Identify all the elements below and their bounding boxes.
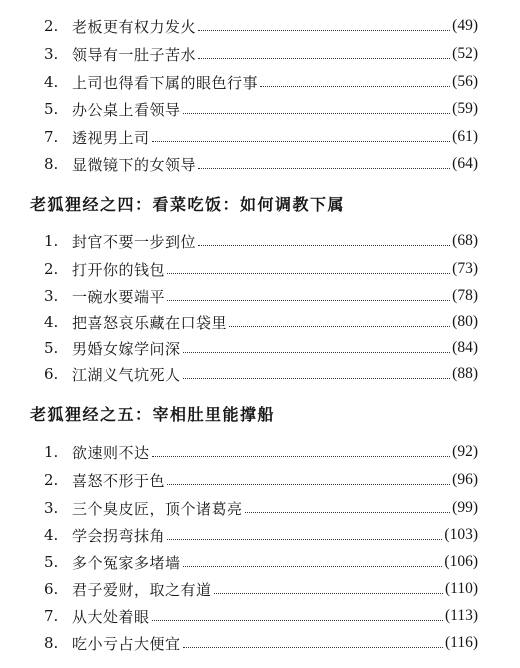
toc-entry[interactable] — [44, 41, 478, 67]
entry-page: (80) — [452, 313, 478, 330]
entry-number: 4. — [44, 526, 59, 544]
entry-page: (52) — [452, 45, 478, 62]
entry-title: 上司也得看下属的眼色行事 — [72, 73, 259, 92]
entry-title: 领导有一肚子苦水 — [72, 45, 197, 64]
entry-number: 7. — [44, 128, 59, 146]
dot-leader — [198, 29, 450, 31]
dot-leader — [198, 57, 450, 59]
entry-number: 8. — [44, 634, 59, 652]
dot-leader — [167, 538, 442, 540]
toc-entry[interactable] — [44, 96, 478, 122]
entry-page: (92) — [452, 443, 478, 460]
entry-number: 3. — [44, 45, 59, 63]
dot-leader — [229, 325, 450, 327]
entry-title: 三个臭皮匠，顶个诸葛亮 — [72, 499, 243, 518]
entry-number: 4. — [44, 73, 59, 91]
dot-leader — [245, 511, 451, 513]
entry-number: 6. — [44, 365, 59, 383]
dot-leader — [183, 377, 451, 379]
entry-page: (99) — [452, 499, 478, 516]
entry-page: (96) — [452, 471, 478, 488]
entry-title: 喜怒不形于色 — [72, 471, 166, 490]
dot-leader — [152, 619, 443, 621]
entry-title: 透视男上司 — [72, 128, 150, 147]
entry-title: 老板更有权力发火 — [72, 17, 197, 36]
dot-leader — [183, 112, 451, 114]
entry-number: 2. — [44, 471, 59, 489]
toc-entry[interactable] — [44, 549, 478, 575]
dot-leader — [183, 646, 443, 648]
entry-page: (78) — [452, 287, 478, 304]
entry-page: (110) — [445, 580, 478, 597]
entry-title: 江湖义气坑死人 — [72, 365, 181, 384]
dot-leader — [198, 244, 450, 246]
entry-title: 吃小亏占大便宜 — [72, 634, 181, 653]
toc-entry[interactable] — [44, 467, 478, 493]
dot-leader — [152, 140, 451, 142]
dot-leader — [198, 167, 450, 169]
entry-title: 欲速则不达 — [72, 443, 150, 462]
toc-entry[interactable] — [44, 124, 478, 150]
entry-title: 把喜怒哀乐藏在口袋里 — [72, 313, 228, 332]
entry-page: (106) — [444, 553, 478, 570]
entry-page: (116) — [445, 634, 478, 651]
entry-number: 5. — [44, 553, 59, 571]
entry-page: (68) — [452, 232, 478, 249]
entry-page: (56) — [452, 73, 478, 90]
entry-number: 7. — [44, 607, 59, 625]
toc-entry[interactable] — [44, 630, 478, 656]
entry-page: (59) — [452, 100, 478, 117]
dot-leader — [183, 565, 443, 567]
toc-entry[interactable] — [44, 69, 478, 95]
entry-page: (49) — [452, 17, 478, 34]
entry-number: 8. — [44, 155, 59, 173]
toc-entry[interactable] — [44, 13, 478, 39]
toc-entry[interactable] — [44, 283, 478, 309]
entry-title: 君子爱财，取之有道 — [72, 580, 212, 599]
toc-entry[interactable] — [44, 439, 478, 465]
toc-entry[interactable] — [44, 603, 478, 629]
entry-title: 男婚女嫁学问深 — [72, 339, 181, 358]
entry-number: 4. — [44, 313, 59, 331]
entry-page: (113) — [445, 607, 478, 624]
entry-number: 3. — [44, 499, 59, 517]
entry-title: 封官不要一步到位 — [72, 232, 197, 251]
dot-leader — [167, 483, 450, 485]
toc-entry[interactable] — [44, 335, 478, 361]
entry-title: 打开你的钱包 — [72, 260, 166, 279]
entry-title: 办公桌上看领导 — [72, 100, 181, 119]
toc-entry[interactable] — [44, 309, 478, 335]
entry-title: 一碗水要端平 — [72, 287, 166, 306]
entry-page: (88) — [452, 365, 478, 382]
entry-page: (73) — [452, 260, 478, 277]
toc-entry[interactable] — [44, 151, 478, 177]
dot-leader — [167, 299, 450, 301]
entry-title: 学会拐弯抹角 — [72, 526, 166, 545]
entry-page: (103) — [444, 526, 478, 543]
entry-number: 5. — [44, 100, 59, 118]
dot-leader — [167, 272, 450, 274]
entry-number: 1. — [44, 232, 59, 250]
entry-number: 3. — [44, 287, 59, 305]
dot-leader — [214, 592, 443, 594]
entry-page: (61) — [452, 128, 478, 145]
entry-number: 2. — [44, 260, 59, 278]
toc-entry[interactable] — [44, 256, 478, 282]
toc-entry[interactable] — [44, 361, 478, 387]
dot-leader — [183, 351, 451, 353]
entry-title: 显微镜下的女领导 — [72, 155, 197, 174]
entry-title: 多个冤家多堵墙 — [72, 553, 181, 572]
dot-leader — [260, 85, 450, 87]
entry-page: (84) — [452, 339, 478, 356]
section-heading[interactable]: 老狐狸经之五：宰相肚里能撑船 — [30, 404, 276, 424]
section-heading[interactable]: 老狐狸经之四：看菜吃饭：如何调教下属 — [30, 194, 346, 214]
toc-entry[interactable] — [44, 522, 478, 548]
toc-entry[interactable] — [44, 576, 478, 602]
toc-entry[interactable] — [44, 228, 478, 254]
entry-page: (64) — [452, 155, 478, 172]
entry-title: 从大处着眼 — [72, 607, 150, 626]
entry-number: 6. — [44, 580, 59, 598]
entry-number: 5. — [44, 339, 59, 357]
toc-entry[interactable] — [44, 495, 478, 521]
dot-leader — [152, 455, 451, 457]
entry-number: 1. — [44, 443, 59, 461]
entry-number: 2. — [44, 17, 59, 35]
